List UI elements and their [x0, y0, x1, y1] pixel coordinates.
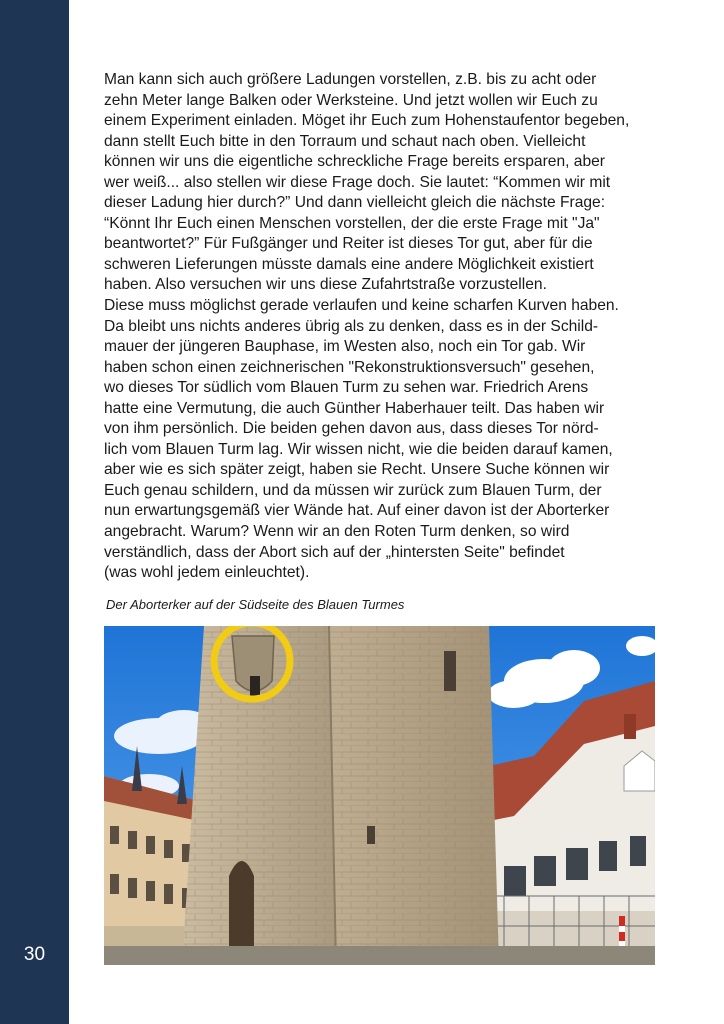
text-line: Da bleibt uns nichts anderes übrig als zu denken, dass es in der Schild- — [104, 317, 599, 335]
text-line: können wir uns die eigentliche schreckliche Frage bereits ersparen, aber — [104, 153, 606, 171]
text-line: schweren Lieferungen müsste damals eine andere Möglichkeit existiert — [104, 255, 594, 273]
text-line: zehn Meter lange Balken oder Werksteine. Und jetzt wollen wir Euch zu — [104, 91, 598, 109]
text-line: lich vom Blauen Turm lag. Wir wissen nicht, wie die beiden darauf kamen, — [104, 440, 613, 458]
text-line: mauer der jüngeren Bauphase, im Westen also, noch ein Tor gab. Wir — [104, 338, 586, 356]
text-line: von ihm persönlich. Die beiden gehen davon aus, dass dieses Tor nörd- — [104, 420, 599, 438]
text-line: nun erwartungsgemäß vier Wände hat. Auf einer davon ist der Aborterker — [104, 502, 610, 520]
body-text — [104, 70, 704, 584]
sidebar-band — [0, 0, 69, 1024]
text-line: einem Experiment einladen. Möget ihr Euch zum Hohenstaufentor begeben, — [104, 112, 630, 130]
tower-photo — [104, 626, 655, 965]
text-line: Euch genau schildern, und da müssen wir zurück zum Blauen Turm, der — [104, 481, 602, 499]
text-line: verständlich, dass der Abort sich auf der „hintersten Seite" befindet — [104, 543, 565, 561]
text-line: “Könnt Ihr Euch einen Menschen vorstellen, der die erste Frage mit "Ja" — [104, 214, 600, 232]
text-line: beantwortet?” Für Fußgänger und Reiter ist dieses Tor gut, aber für die — [104, 235, 593, 253]
text-line: haben schon einen zeichnerischen "Rekonstruktionsversuch" gesehen, — [104, 358, 595, 376]
text-line: dann stellt Euch bitte in den Torraum und schaut nach oben. Vielleicht — [104, 132, 586, 150]
text-line: Diese muss möglichst gerade verlaufen und keine scharfen Kurven haben. — [104, 297, 619, 315]
text-line: dieser Ladung hier durch?” Und dann vielleicht gleich die nächste Frage: — [104, 194, 606, 212]
text-line: wer weiß... also stellen wir diese Frage doch. Sie lautet: “Kommen wir mit — [104, 173, 611, 191]
text-line: aber wie es sich später zeigt, haben sie Recht. Unsere Suche können wir — [104, 461, 610, 479]
text-line: haben. Also versuchen wir uns diese Zufahrtstraße vorzustellen. — [104, 276, 547, 294]
page-number: 30 — [23, 944, 46, 965]
text-line: Man kann sich auch größere Ladungen vorstellen, z.B. bis zu acht oder — [104, 71, 597, 88]
text-line: angebracht. Warum? Wenn wir an den Roten Turm denken, so wird — [104, 523, 570, 541]
photo-caption: Der Aborterker auf der Südseite des Blauen Turmes — [106, 597, 405, 612]
text-line: wo dieses Tor südlich vom Blauen Turm zu sehen war. Friedrich Arens — [104, 379, 589, 397]
text-line: (was wohl jedem einleuchtet). — [104, 564, 310, 582]
text-line: hatte eine Vermutung, die auch Günther Haberhauer teilt. Das haben wir — [104, 399, 605, 417]
